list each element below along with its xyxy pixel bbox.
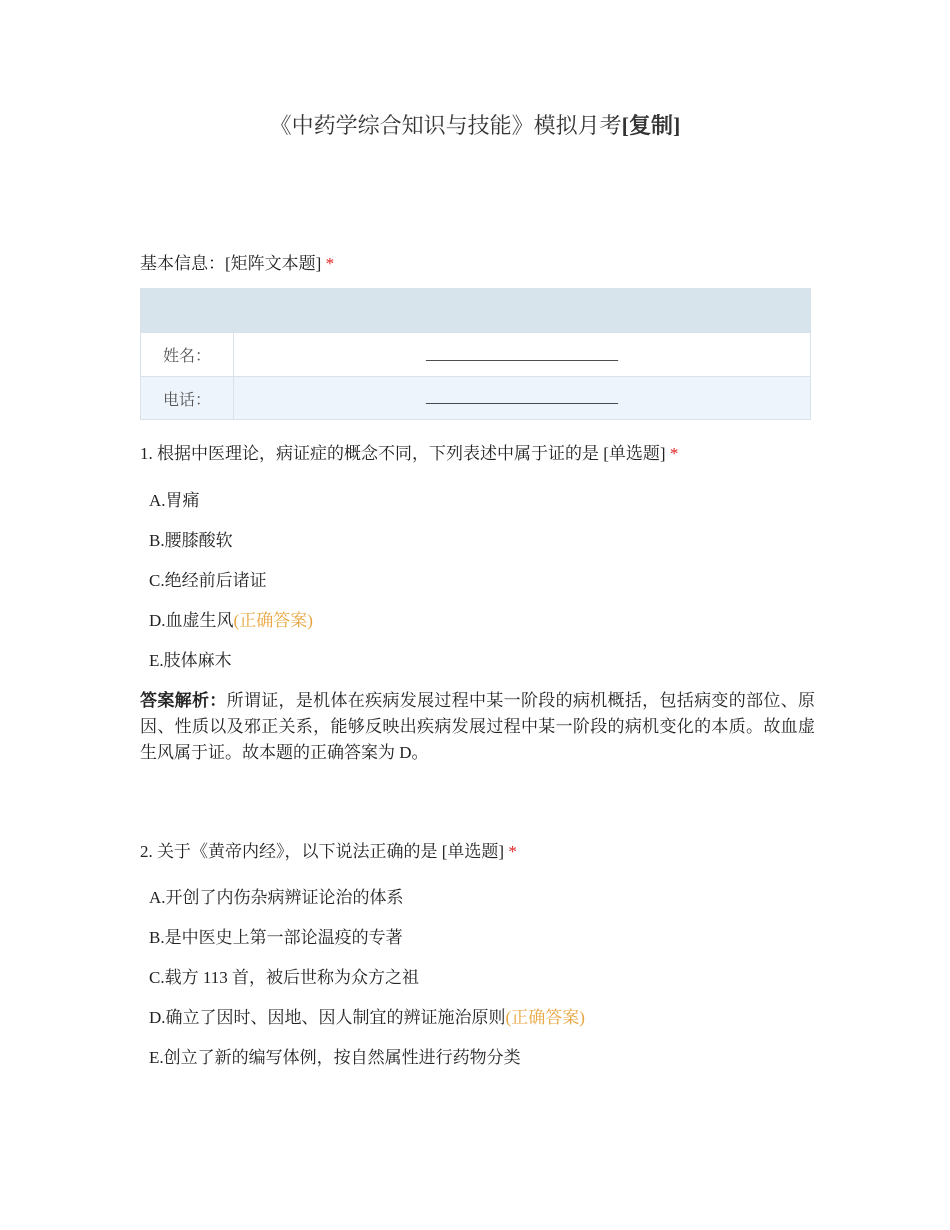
q2-option-b[interactable]: [149, 926, 403, 950]
correct-answer-tag: (正确答案): [505, 1008, 585, 1027]
question-1-text: 1. 根据中医理论，病证症的概念不同，下列表述中属于证的是 [单选题]: [140, 444, 666, 463]
phone-input[interactable]: [234, 377, 811, 420]
basic-info-table: [140, 288, 811, 420]
name-blank: ________________________: [426, 345, 618, 363]
option-text: E.创立了新的编写体例，按自然属性进行药物分类: [149, 1048, 521, 1067]
question-2-title: [140, 840, 517, 864]
q1-option-a[interactable]: [149, 489, 200, 513]
q2-option-d[interactable]: [149, 1006, 585, 1030]
table-row: [141, 377, 811, 420]
option-text: B.腰膝酸软: [149, 531, 233, 550]
option-text: D.确立了因时、因地、因人制宜的辨证施治原则: [149, 1008, 506, 1027]
title-main: 《中药学综合知识与技能》模拟月考: [269, 113, 622, 138]
question-1-title: [140, 442, 678, 466]
option-text: E.肢体麻木: [149, 651, 232, 670]
name-label: 姓名：: [141, 333, 234, 377]
table-header-cell: [234, 289, 811, 333]
phone-blank: ________________________: [426, 389, 618, 406]
title-suffix: [复制]: [621, 113, 681, 138]
option-text: A.开创了内伤杂病辨证论治的体系: [149, 888, 404, 907]
q1-option-c[interactable]: [149, 569, 267, 593]
q1-option-d[interactable]: [149, 609, 313, 633]
q2-option-c[interactable]: [149, 966, 419, 990]
basic-info-text: 基本信息：[矩阵文本题]: [140, 254, 322, 273]
answer-analysis: [140, 688, 815, 766]
table-row: [141, 333, 811, 377]
option-text: D.血虚生风: [149, 611, 234, 630]
phone-label: 电话：: [141, 377, 234, 420]
option-text: C.绝经前后诸证: [149, 571, 267, 590]
q1-option-b[interactable]: [149, 529, 233, 553]
option-text: A.胃痛: [149, 491, 200, 510]
q2-option-a[interactable]: [149, 886, 404, 910]
required-mark: *: [325, 254, 335, 273]
analysis-text: 所谓证，是机体在疾病发展过程中某一阶段的病机概括，包括病变的部位、原因、性质以及邪正关系，能够反映出疾病发展过程中某一阶段的病机变化的本质。故血虚生风属于证。故本题的正确答案为 D。: [140, 691, 816, 762]
option-text: C.载方 113 首，被后世称为众方之祖: [149, 968, 419, 987]
required-mark: *: [508, 842, 517, 861]
page-title: [0, 110, 950, 142]
analysis-label: 答案解析：: [140, 691, 227, 710]
basic-info-label: [140, 252, 334, 276]
question-2-text: 2. 关于《黄帝内经》，以下说法正确的是 [单选题]: [140, 842, 505, 861]
correct-answer-tag: (正确答案): [233, 611, 313, 630]
table-header-row: [141, 289, 811, 333]
name-input[interactable]: [234, 333, 811, 377]
q2-option-e[interactable]: [149, 1046, 521, 1070]
required-mark: *: [669, 444, 679, 463]
table-header-cell: [141, 289, 234, 333]
q1-option-e[interactable]: [149, 649, 232, 673]
option-text: B.是中医史上第一部论温疫的专著: [149, 928, 403, 947]
